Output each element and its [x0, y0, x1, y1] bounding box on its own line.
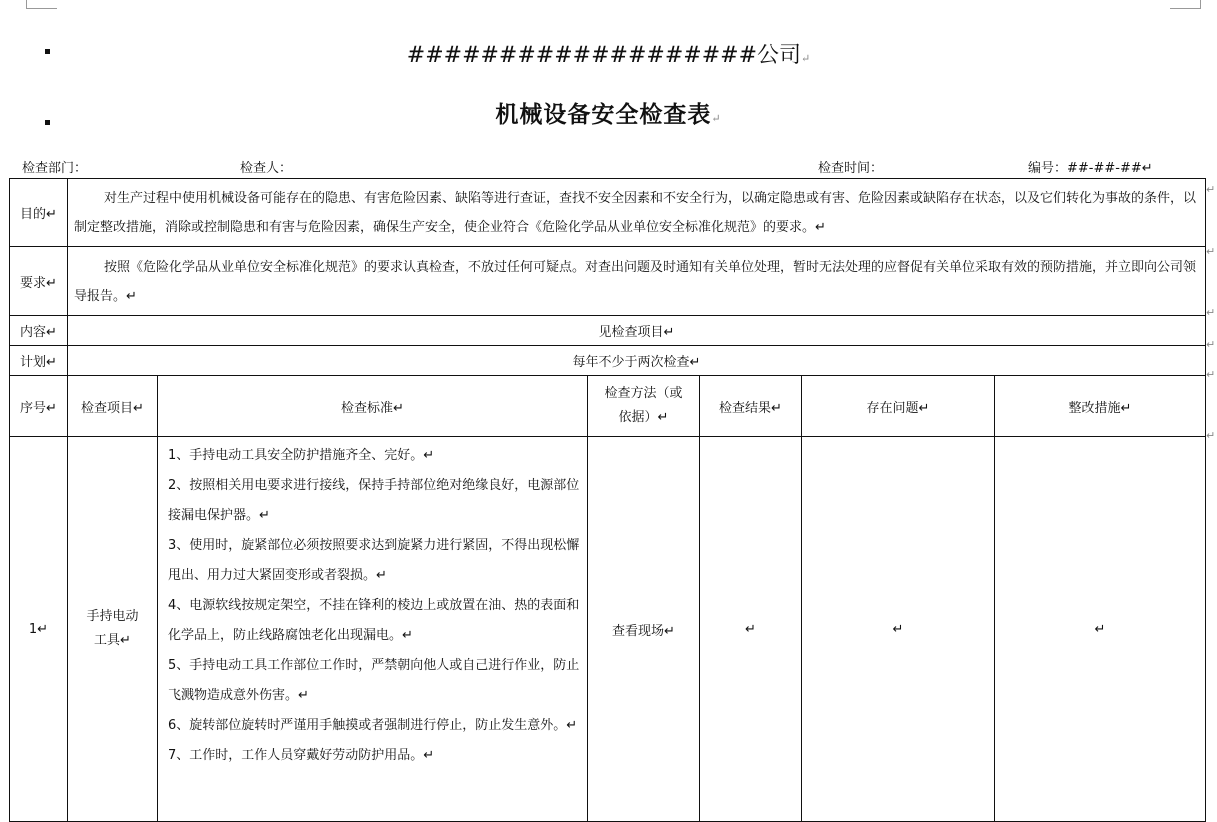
form-title: 机械设备安全检查表↵: [495, 101, 722, 128]
column-header-row: [10, 376, 1206, 437]
plan-label: 计划↵: [10, 346, 68, 376]
row-problem: ↵: [802, 437, 995, 822]
row-end-mark: ↵: [1206, 245, 1216, 258]
standard-item: 6、旋转部位旋转时严谨用手触摸或者强制进行停止，防止发生意外。↵: [168, 718, 578, 733]
purpose-label: 目的↵: [10, 179, 68, 247]
row-seq: 1↵: [10, 437, 68, 822]
inspector-label: 检查人：: [240, 161, 293, 176]
row-standards: [158, 437, 588, 822]
row-end-mark: ↵: [1206, 338, 1216, 351]
purpose-text: 对生产过程中使用机械设备可能存在的隐患、有害危险因素、缺陷等进行查证，查找不安全因素和不安全行为，以确定隐患或有害、危险因素或缺陷存在状态，以及它们转化为事故的条件，以制定整改措施，消除或控制隐患和有害与危险因素，确保生产安全，使企业符合《危险化学品从业单位安全标准化规范》的要求。↵: [68, 179, 1206, 247]
time-label: 检查时间：: [818, 161, 884, 176]
content-label: 内容↵: [10, 316, 68, 346]
row-end-mark: ↵: [1206, 183, 1216, 196]
row-end-mark: ↵: [1206, 368, 1216, 381]
header-method-line1: 检查方法（或: [604, 386, 683, 401]
standard-item: 4、电源软线按规定架空，不挂在锋利的棱边上或放置在油、热的表面和化学品上，防止线路腐蚀老化出现漏电。↵: [168, 598, 580, 643]
requirement-text: 按照《危险化学品从业单位安全标准化规范》的要求认真检查，不放过任何可疑点。对查出问题及时通知有关单位处理，暂时无法处理的应督促有关单位采取有效的预防措施，并立即向公司领导报告。↵: [68, 247, 1206, 316]
header-standard: 检查标准↵: [158, 376, 588, 437]
row-method: 查看现场↵: [588, 437, 700, 822]
company-name: ###################公司↵: [406, 43, 811, 68]
row-item: [68, 437, 158, 822]
header-seq: 序号↵: [10, 376, 68, 437]
header-method: [588, 376, 700, 437]
requirement-row: [10, 247, 1206, 316]
row-result: ↵: [700, 437, 802, 822]
plan-text: 每年不少于两次检查↵: [68, 346, 1206, 376]
header-result: 检查结果↵: [700, 376, 802, 437]
purpose-row: [10, 179, 1206, 247]
plan-row: [10, 346, 1206, 376]
row-item-line2: 工具↵: [94, 633, 131, 648]
dept-label: 检查部门：: [22, 161, 88, 176]
standard-item: 1、手持电动工具安全防护措施齐全、完好。↵: [168, 448, 435, 463]
standard-item: 5、手持电动工具工作部位工作时，严禁朝向他人或自己进行作业，防止飞溅物造成意外伤害。↵: [168, 658, 580, 703]
page-corner-mark-left: [26, 0, 57, 9]
page-corner-mark-right: [1170, 0, 1201, 9]
row-item-line1: 手持电动: [86, 609, 139, 624]
inspection-table: [9, 178, 1206, 822]
standard-item: 7、工作时，工作人员穿戴好劳动防护用品。↵: [168, 748, 435, 763]
header-problem: 存在问题↵: [802, 376, 995, 437]
code-label: 编号：##-##-##↵: [1028, 161, 1153, 176]
content-row: [10, 316, 1206, 346]
standard-item: 3、使用时，旋紧部位必须按照要求达到旋紧力进行紧固，不得出现松懈甩出、用力过大紧固变形或者裂损。↵: [168, 538, 580, 583]
standard-item: 2、按照相关用电要求进行接线，保持手持部位绝对绝缘良好，电源部位接漏电保护器。↵: [168, 478, 580, 523]
row-end-mark: ↵: [1206, 429, 1216, 442]
content-text: 见检查项目↵: [68, 316, 1206, 346]
row-measure: ↵: [995, 437, 1206, 822]
requirement-label: 要求↵: [10, 247, 68, 316]
header-method-line2: 依据）↵: [618, 410, 669, 425]
header-item: 检查项目↵: [68, 376, 158, 437]
header-measure: 整改措施↵: [995, 376, 1206, 437]
table-row: [10, 437, 1206, 822]
row-end-mark: ↵: [1206, 306, 1216, 319]
